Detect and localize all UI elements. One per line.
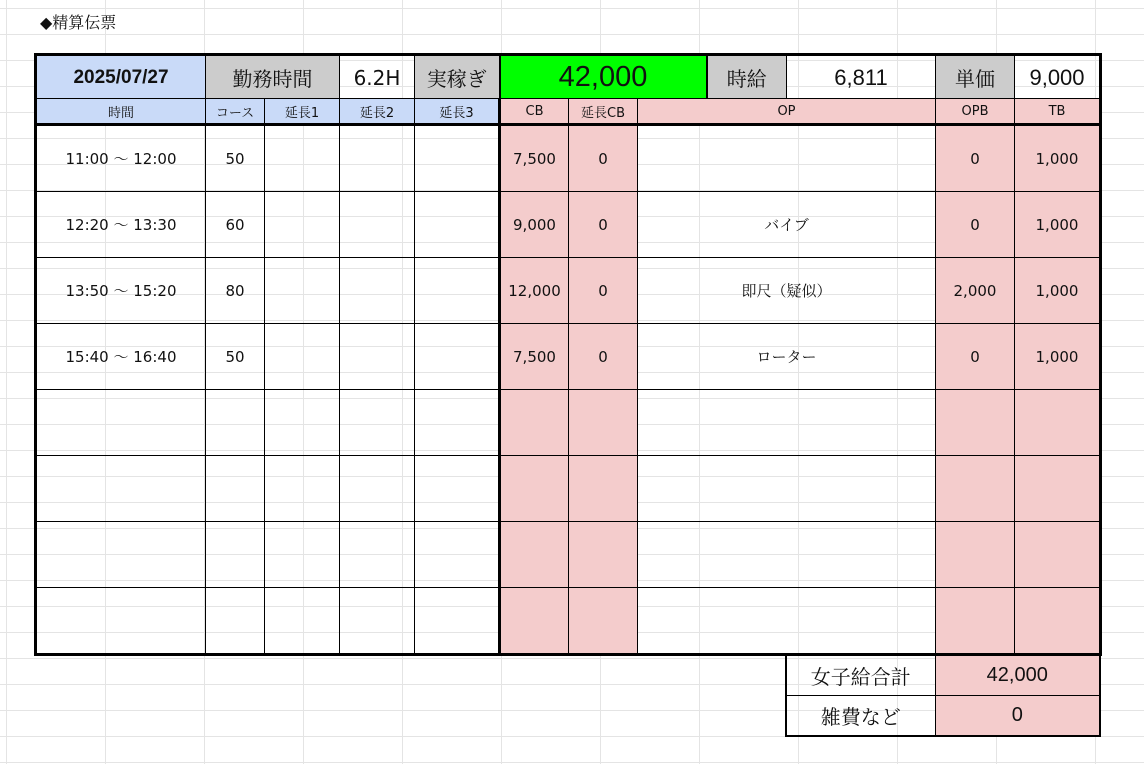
table-row — [36, 192, 1101, 258]
course-cell[interactable] — [206, 522, 265, 588]
ext-cb-cell[interactable] — [569, 456, 638, 522]
column-header-course: コース — [206, 99, 265, 125]
op-cell[interactable]: バイブ — [638, 192, 936, 258]
tb-cell[interactable]: 1,000 — [1015, 324, 1101, 390]
opb-cell[interactable]: 2,000 — [936, 258, 1015, 324]
ext1-cell[interactable] — [265, 390, 340, 456]
ext3-cell[interactable] — [415, 324, 500, 390]
op-cell[interactable] — [638, 522, 936, 588]
cb-cell[interactable] — [500, 456, 569, 522]
table-row — [36, 324, 1101, 390]
time-cell[interactable]: 12:20 〜 13:30 — [36, 192, 206, 258]
opb-cell[interactable]: 0 — [936, 125, 1015, 192]
cb-cell[interactable] — [500, 588, 569, 655]
cb-cell[interactable]: 7,500 — [500, 125, 569, 192]
time-cell[interactable]: 11:00 〜 12:00 — [36, 125, 206, 192]
op-cell[interactable] — [638, 390, 936, 456]
table-row — [36, 588, 1101, 655]
ext1-cell[interactable] — [265, 456, 340, 522]
ext1-cell[interactable] — [265, 522, 340, 588]
table-row — [36, 390, 1101, 456]
work-time-value-display[interactable]: 6.2H — [340, 55, 415, 101]
tb-cell[interactable]: 1,000 — [1015, 192, 1101, 258]
ext2-cell[interactable] — [340, 324, 415, 390]
tb-cell[interactable] — [1015, 522, 1101, 588]
column-header-opb: OPB — [936, 99, 1015, 125]
earnings-label-display: 実稼ぎ — [415, 55, 500, 101]
tb-cell[interactable]: 1,000 — [1015, 125, 1101, 192]
cb-cell[interactable] — [500, 522, 569, 588]
course-cell[interactable] — [206, 390, 265, 456]
time-cell[interactable] — [36, 456, 206, 522]
opb-cell[interactable] — [936, 588, 1015, 655]
hourly-label: 時給 — [707, 55, 787, 101]
opb-cell[interactable] — [936, 390, 1015, 456]
misc-value[interactable]: 0 — [935, 696, 1100, 737]
ext2-cell[interactable] — [340, 390, 415, 456]
unit-price-value[interactable]: 9,000 — [1015, 55, 1101, 101]
column-header-ext-cb: 延長CB — [569, 99, 638, 125]
ext1-cell[interactable] — [265, 258, 340, 324]
summary-table — [785, 654, 1101, 737]
ext-cb-cell[interactable]: 0 — [569, 125, 638, 192]
opb-cell[interactable]: 0 — [936, 192, 1015, 258]
op-cell[interactable] — [638, 125, 936, 192]
ext3-cell[interactable] — [415, 588, 500, 655]
cb-cell[interactable]: 12,000 — [500, 258, 569, 324]
ext2-cell[interactable] — [340, 522, 415, 588]
course-cell[interactable]: 80 — [206, 258, 265, 324]
detail-table — [34, 98, 1102, 656]
ext1-cell[interactable] — [265, 588, 340, 655]
course-cell[interactable] — [206, 588, 265, 655]
course-cell[interactable]: 60 — [206, 192, 265, 258]
cb-cell[interactable] — [500, 390, 569, 456]
ext3-cell[interactable] — [415, 125, 500, 192]
misc-row — [786, 696, 1100, 737]
ext3-cell[interactable] — [415, 456, 500, 522]
tb-cell[interactable] — [1015, 456, 1101, 522]
ext-cb-cell[interactable] — [569, 588, 638, 655]
girl-pay-total-value[interactable]: 42,000 — [935, 655, 1100, 696]
ext1-cell[interactable] — [265, 324, 340, 390]
ext-cb-cell[interactable]: 0 — [569, 258, 638, 324]
time-cell[interactable] — [36, 522, 206, 588]
tb-cell[interactable]: 1,000 — [1015, 258, 1101, 324]
opb-cell[interactable] — [936, 522, 1015, 588]
ext2-cell[interactable] — [340, 588, 415, 655]
ext-cb-cell[interactable] — [569, 390, 638, 456]
ext1-cell[interactable] — [265, 192, 340, 258]
ext3-cell[interactable] — [415, 522, 500, 588]
girl-pay-total-label: 女子給合計 — [786, 655, 935, 696]
column-header-tb: TB — [1015, 99, 1101, 125]
time-cell[interactable] — [36, 390, 206, 456]
course-cell[interactable]: 50 — [206, 324, 265, 390]
ext-cb-cell[interactable]: 0 — [569, 192, 638, 258]
table-row — [36, 258, 1101, 324]
column-header-ext2: 延長2 — [340, 99, 415, 125]
column-header-ext1: 延長1 — [265, 99, 340, 125]
opb-cell[interactable] — [936, 456, 1015, 522]
ext2-cell[interactable] — [340, 192, 415, 258]
ext2-cell[interactable] — [340, 125, 415, 192]
op-cell[interactable]: 即尺（疑似） — [638, 258, 936, 324]
op-cell[interactable] — [638, 588, 936, 655]
ext-cb-cell[interactable] — [569, 522, 638, 588]
time-cell[interactable] — [36, 588, 206, 655]
column-header-row — [36, 99, 1101, 125]
table-row — [36, 456, 1101, 522]
opb-cell[interactable]: 0 — [936, 324, 1015, 390]
sheet-title: ◆精算伝票 — [40, 13, 117, 32]
ext3-cell[interactable] — [415, 390, 500, 456]
table-row — [36, 125, 1101, 192]
cb-cell[interactable]: 7,500 — [500, 324, 569, 390]
tb-cell[interactable] — [1015, 588, 1101, 655]
column-header-cb: CB — [500, 99, 569, 125]
tb-cell[interactable] — [1015, 390, 1101, 456]
hourly-value[interactable]: 6,811 — [787, 55, 936, 101]
header-overlay-table — [34, 53, 1102, 102]
misc-label: 雑費など — [786, 696, 935, 737]
girl-pay-total-row — [786, 655, 1100, 696]
date-cell-display[interactable]: 2025/07/27 — [36, 55, 206, 101]
table-row — [36, 522, 1101, 588]
earnings-value-display[interactable]: 42,000 — [500, 55, 707, 101]
ext2-cell[interactable] — [340, 456, 415, 522]
op-cell[interactable]: ローター — [638, 324, 936, 390]
work-time-label-display: 勤務時間 — [206, 55, 340, 101]
cb-cell[interactable]: 9,000 — [500, 192, 569, 258]
time-cell[interactable]: 13:50 〜 15:20 — [36, 258, 206, 324]
column-header-op: OP — [638, 99, 936, 125]
ext-cb-cell[interactable]: 0 — [569, 324, 638, 390]
op-cell[interactable] — [638, 456, 936, 522]
time-cell[interactable]: 15:40 〜 16:40 — [36, 324, 206, 390]
column-header-time: 時間 — [36, 99, 206, 125]
column-header-ext3: 延長3 — [415, 99, 500, 125]
ext3-cell[interactable] — [415, 258, 500, 324]
ext1-cell[interactable] — [265, 125, 340, 192]
ext3-cell[interactable] — [415, 192, 500, 258]
course-cell[interactable] — [206, 456, 265, 522]
course-cell[interactable]: 50 — [206, 125, 265, 192]
ext2-cell[interactable] — [340, 258, 415, 324]
unit-price-label: 単価 — [936, 55, 1015, 101]
